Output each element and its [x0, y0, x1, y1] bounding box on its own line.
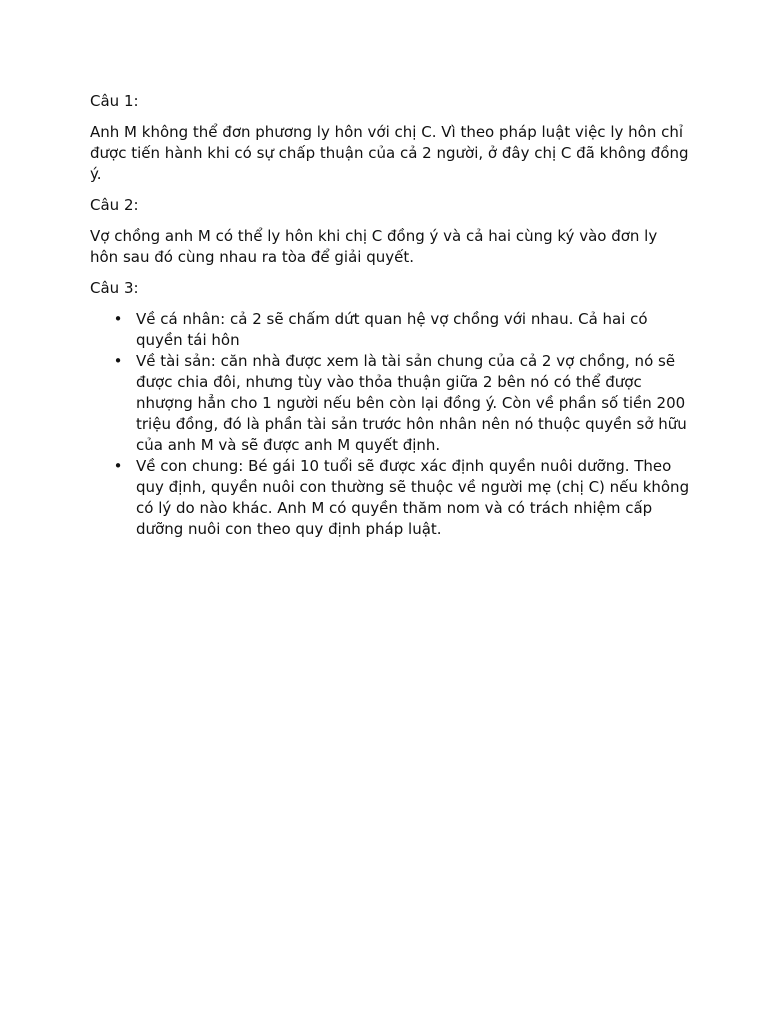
section-1 — [90, 91, 690, 185]
list-item-text: Về cá nhân: cả 2 sẽ chấm dứt quan hệ vợ chồng với nhau. Cả hai có quyền tái hôn — [136, 310, 648, 349]
list-item-text: Về con chung: Bé gái 10 tuổi sẽ được xác định quyền nuôi dưỡng. Theo quy định, quyền nuôi con thường sẽ thuộc về người mẹ (chị C) nếu không có lý do nào khác. Anh M có quyền thăm nom và có trách nhiệm cấp dưỡng nuôi con theo quy định pháp luật. — [136, 457, 690, 538]
section-3 — [90, 278, 690, 540]
list-item — [90, 351, 690, 456]
bullet-list — [90, 309, 690, 540]
bullet-icon: • — [113, 457, 123, 475]
bullet-icon: • — [113, 310, 123, 328]
list-item — [90, 309, 690, 351]
section-heading: Câu 1: — [90, 92, 139, 110]
section-2 — [90, 195, 690, 268]
section-paragraph: Anh M không thể đơn phương ly hôn với chị C. Vì theo pháp luật việc ly hôn chỉ được tiến hành khi có sự chấp thuận của cả 2 người, ở đây chị C đã không đồng ý. — [90, 123, 689, 183]
section-paragraph: Vợ chồng anh M có thể ly hôn khi chị C đồng ý và cả hai cùng ký vào đơn ly hôn sau đó cùng nhau ra tòa để giải quyết. — [90, 227, 658, 266]
bullet-icon: • — [113, 352, 123, 370]
section-heading: Câu 3: — [90, 279, 139, 297]
list-item — [90, 456, 690, 540]
list-item-text: Về tài sản: căn nhà được xem là tài sản chung của cả 2 vợ chồng, nó sẽ được chia đôi, nhưng tùy vào thỏa thuận giữa 2 bên nó có thể được nhượng hẳn cho 1 người nếu bên còn lại đồng ý. Còn về phần số tiền 200 triệu đồng, đó là phần tài sản trước hôn nhân nên nó thuộc quyền sở hữu của anh M và sẽ được anh M quyết định. — [136, 352, 687, 454]
document-page — [90, 91, 690, 540]
section-heading: Câu 2: — [90, 196, 139, 214]
